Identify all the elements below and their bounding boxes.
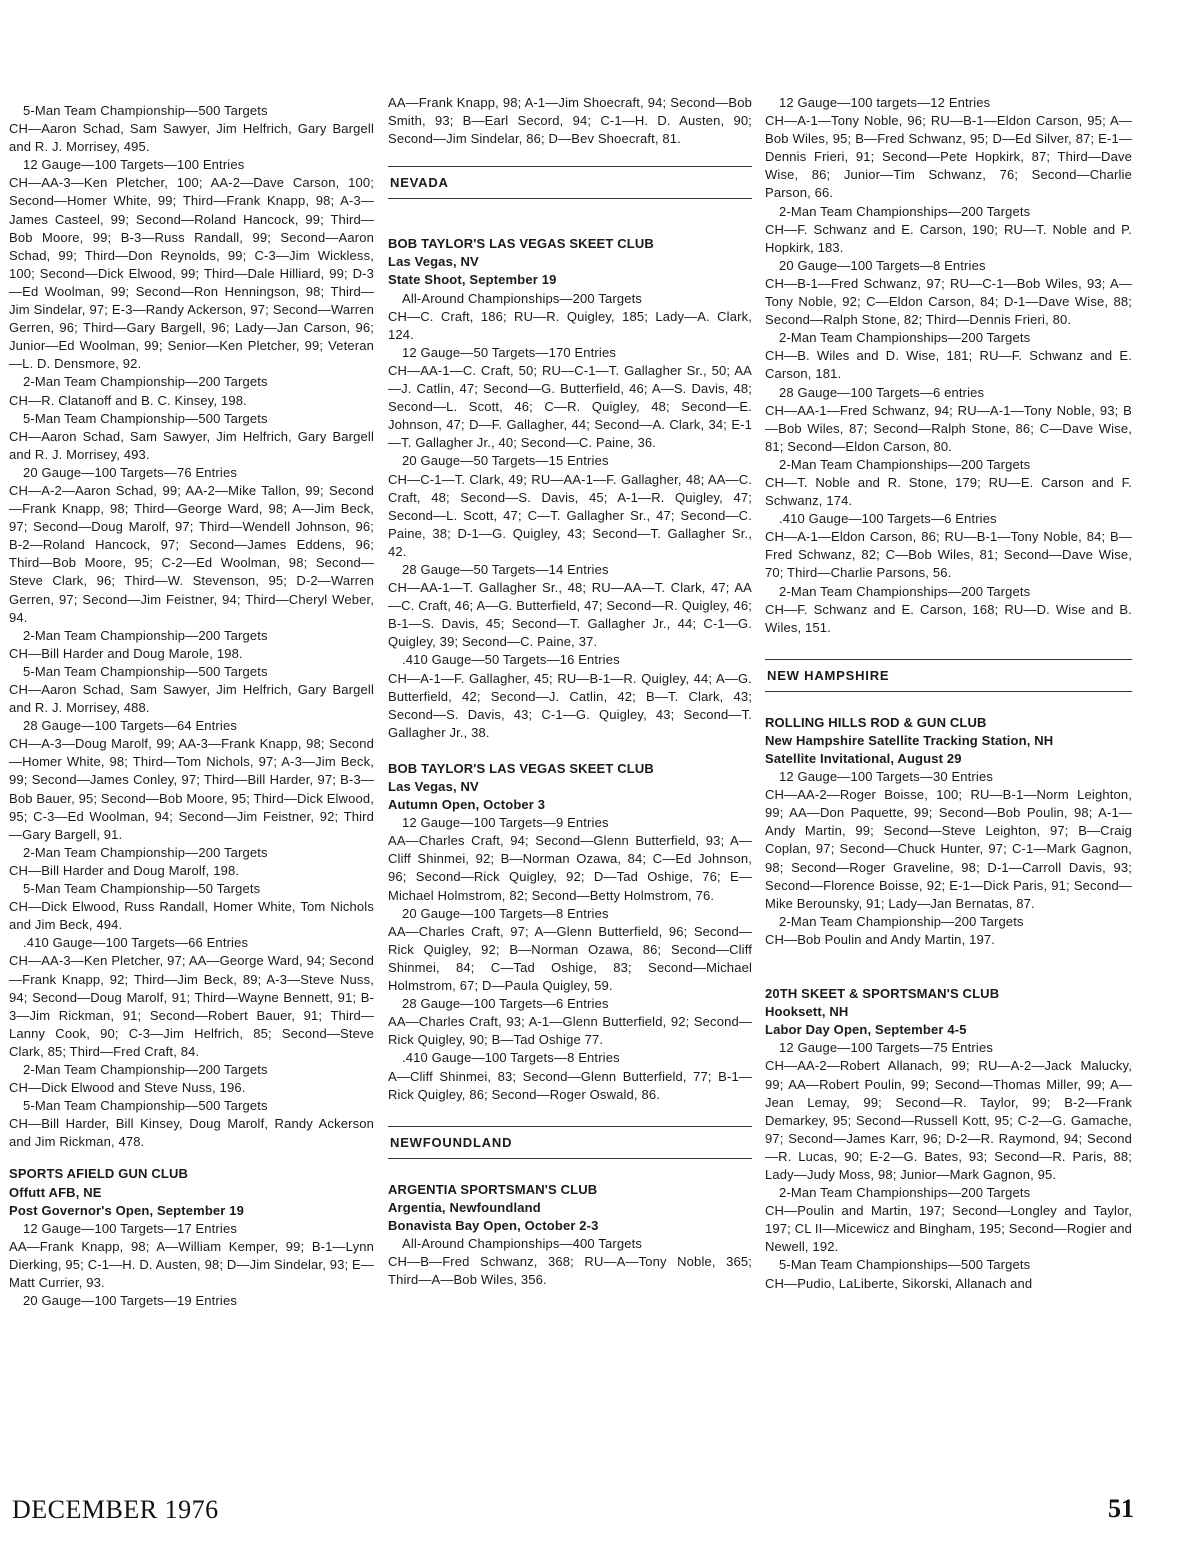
event-title: 28 Gauge—100 Targets—6 Entries: [402, 996, 609, 1012]
state-section-header: NEWFOUNDLAND: [388, 1126, 752, 1159]
event-title: 12 Gauge—100 Targets—100 Entries: [23, 157, 245, 173]
shoot-name: Bonavista Bay Open, October 2-3: [388, 1217, 599, 1233]
event-title: 12 Gauge—100 Targets—30 Entries: [779, 769, 993, 785]
event-results: AA—Frank Knapp, 98; A—William Kemper, 99; B-1—Lynn Dierking, 95; C-1—H. D. Austen, 98; D—Jim Sindelar, 93; E—Matt Currier, 93.: [9, 1238, 374, 1290]
event-title: 2-Man Team Championships—200 Targets: [779, 203, 1031, 219]
club-name: ARGENTIA SPORTSMAN'S CLUB: [388, 1181, 598, 1197]
event-title: 5-Man Team Championships—500 Targets: [779, 1257, 1031, 1273]
column-1: [9, 102, 374, 1480]
club-location: Las Vegas, NV: [388, 779, 479, 794]
event-results: CH—C-1—T. Clark, 49; RU—AA-1—F. Gallagher, 48; AA—C. Craft, 48; Second—S. Davis, 45; A-1—R. Quigley, 47; Second—L. Scott, 47; C—T. Gallagher Sr., 47; Second—C. Paine, 38; D-1—G. Quigley, 43; Second—T. Gallagher Sr., 42.: [388, 471, 752, 559]
event-title: 20 Gauge—50 Targets—15 Entries: [402, 453, 609, 469]
event-title: .410 Gauge—100 Targets—8 Entries: [402, 1050, 620, 1066]
event-title: 5-Man Team Championship—500 Targets: [23, 410, 268, 426]
shoot-name: Autumn Open, October 3: [388, 797, 546, 813]
event-title: 20 Gauge—100 Targets—19 Entries: [23, 1293, 237, 1309]
event-title: 20 Gauge—100 Targets—8 Entries: [402, 905, 609, 921]
event-title: 2-Man Team Championships—200 Targets: [779, 456, 1031, 472]
page-number: 51: [1108, 1494, 1134, 1523]
event-results: CH—Dick Elwood, Russ Randall, Homer White, Tom Nichols and Jim Beck, 494.: [9, 899, 374, 933]
event-results: CH—Bill Harder and Doug Marole, 198.: [9, 645, 243, 661]
state-section-header: NEW HAMPSHIRE: [765, 659, 1132, 692]
event-title: 20 Gauge—100 Targets—76 Entries: [23, 464, 237, 480]
event-title: .410 Gauge—100 Targets—6 Entries: [779, 511, 997, 527]
event-results: CH—F. Schwanz and E. Carson, 190; RU—T. Noble and P. Hopkirk, 183.: [765, 221, 1132, 255]
column-3: [765, 94, 1132, 1486]
event-results: CH—F. Schwanz and E. Carson, 168; RU—D. Wise and B. Wiles, 151.: [765, 601, 1132, 635]
event-results: CH—T. Noble and R. Stone, 179; RU—E. Carson and F. Schwanz, 174.: [765, 474, 1132, 509]
event-title: 2-Man Team Championship—200 Targets: [23, 374, 268, 390]
event-results: CH—Aaron Schad, Sam Sawyer, Jim Helfrich, Gary Bargell and R. J. Morrisey, 495.: [9, 121, 374, 155]
event-results: CH—A-1—Eldon Carson, 86; RU—B-1—Tony Noble, 84; B—Fred Schwanz, 82; C—Bob Wiles, 81; Second—Dave Wise, 70; Third—Charlie Parsons, 56.: [765, 529, 1132, 581]
club-name: BOB TAYLOR'S LAS VEGAS SKEET CLUB: [388, 236, 654, 252]
club-location: Offutt AFB, NE: [9, 1184, 102, 1200]
event-results: CH—R. Clatanoff and B. C. Kinsey, 198.: [9, 392, 247, 408]
event-title: 5-Man Team Championship—50 Targets: [23, 881, 261, 897]
club-location: Argentia, Newfoundland: [388, 1199, 541, 1215]
event-title: 28 Gauge—50 Targets—14 Entries: [402, 561, 609, 577]
event-title: 2-Man Team Championship—200 Targets: [23, 844, 268, 860]
event-title: 2-Man Team Championship—200 Targets: [23, 627, 268, 643]
event-results: CH—AA-1—Fred Schwanz, 94; RU—A-1—Tony Noble, 93; B—Bob Wiles, 87; Second—Ralph Stone, 86; C—Dave Wise, 81; Second—Eldon Carson, 80.: [765, 402, 1132, 454]
event-results: CH—A-3—Doug Marolf, 99; AA-3—Frank Knapp, 98; Second—Homer White, 98; Third—Tom Nichols, 97; A-3—Jim Beck, 99; Second—James Conley, 97; Third—Bill Harder, 97; B-3—Bob Bauer, 95; Second—Bob Moore, 95; Third—Dick Elwood, 95; C-3—Ed Woolman, 94; Second—Jim Feistner, 92; Third—Gary Bargell, 91.: [9, 736, 374, 842]
event-results: CH—AA-3—Ken Pletcher, 100; AA-2—Dave Carson, 100; Second—Homer White, 99; Third—Frank Knapp, 98; A-3—James Casteel, 99; Second—Roland Hancock, 99; Third—Bob Moore, 99; B-3—Russ Randall, 99; Second—Aaron Schad, 99; Third—Don Reynolds, 99; C-3—Jim Wickless, 100; Second—Dick Elwood, 99; Third—Dale Hilliard, 99; D-3—Ed Woolman, 99; Second—Ron Henningson, 98; Third—Jim Sindelar, 97; E-3—Randy Ackerson, 97; Second—Warren Gerren, 96; Third—Gary Bargell, 96; Lady—Jan Carson, 96; Junior—Ed Woolman, 99; Senior—Ken Pletcher, 99; Veteran—L. D. Densmore, 92.: [9, 175, 374, 372]
state-section-header: NEVADA: [388, 166, 752, 199]
event-results: CH—AA-2—Roger Boisse, 100; RU—B-1—Norm Leighton, 99; AA—Don Paquette, 99; Second—Bob Poulin, 98; A-1—Andy Martin, 99; Second—Steve Leighton, 97; B—Craig Coplan, 97; Second—Chuck Hunter, 97; C-1—Mark Gagnon, 98; Second—Roger Graveline, 98; D-1—Carroll Davis, 93; Second—Florence Boisse, 92; E-1—Dick Paris, 91; Second—Mike Berounsky, 91; Lady—Jan Bernatas, 87.: [765, 787, 1132, 911]
event-results: AA—Charles Craft, 94; Second—Glenn Butterfield, 93; A—Cliff Shinmei, 92; B—Norman Ozawa, 84; C—Ed Johnson, 96; Second—Rick Quigley, 92; D—Tad Oshige, 76; E—Michael Holmstrom, 82; Second—Betty Holmstrom, 76.: [388, 833, 752, 903]
event-title: .410 Gauge—50 Targets—16 Entries: [402, 652, 620, 668]
event-results: CH—B-1—Fred Schwanz, 97; RU—C-1—Bob Wiles, 93; A—Tony Noble, 92; C—Eldon Carson, 84; D-1—Dave Wise, 88; Second—Ralph Stone, 82; Third—Dennis Frieri, 80.: [765, 275, 1132, 328]
event-results: AA—Charles Craft, 93; A-1—Glenn Butterfield, 92; Second—Rick Quigley, 90; B—Tad Oshige 77.: [388, 1014, 752, 1048]
event-results: CH—A-1—F. Gallagher, 45; RU—B-1—R. Quigley, 44; A—G. Butterfield, 42; Second—J. Catlin, 42; B—T. Clark, 43; Second—S. Davis, 43; C-1—G. Quigley, 43; Second—T. Gallagher Jr., 38.: [388, 670, 752, 740]
event-title: 20 Gauge—100 Targets—8 Entries: [779, 257, 986, 273]
event-results: CH—Bob Poulin and Andy Martin, 197.: [765, 931, 995, 947]
event-results: CH—A-2—Aaron Schad, 99; AA-2—Mike Tallon, 99; Second—Frank Knapp, 98; Third—George Ward, 98; A—Jim Beck, 97; Second—Doug Marolf, 97; Third—Wendell Johnson, 96; B-2—Roland Hancock, 97; Second—James Eddens, 96; Third—Bob Moore, 95; C-2—Ed Woolman, 98; Second—Steve Clark, 96; Third—W. Stevenson, 95; D-2—Warren Gerren, 97; Second—Jim Feistner, 94; Third—Cheryl Weber, 94.: [9, 482, 374, 625]
shoot-name: Labor Day Open, September 4-5: [765, 1022, 967, 1038]
shoot-name: Satellite Invitational, August 29: [765, 751, 962, 766]
shoot-name: State Shoot, September 19: [388, 272, 557, 288]
event-results: CH—Aaron Schad, Sam Sawyer, Jim Helfrich, Gary Bargell and R. J. Morrisey, 493.: [9, 428, 374, 462]
event-title: All-Around Championships—200 Targets: [402, 290, 643, 306]
event-results: CH—Dick Elwood and Steve Nuss, 196.: [9, 1080, 246, 1096]
event-title: 2-Man Team Championships—200 Targets: [779, 1185, 1031, 1201]
event-title: 12 Gauge—100 targets—12 Entries: [779, 95, 991, 110]
event-title: 2-Man Team Championships—200 Targets: [779, 583, 1031, 599]
club-location: New Hampshire Satellite Tracking Station, NH: [765, 732, 1054, 748]
column-2: [388, 94, 752, 1484]
event-results: CH—B—Fred Schwanz, 368; RU—A—Tony Noble, 365; Third—A—Bob Wiles, 356.: [388, 1254, 752, 1288]
event-title: 2-Man Team Championship—200 Targets: [779, 913, 1024, 929]
event-title: 12 Gauge—100 Targets—17 Entries: [23, 1220, 237, 1236]
shoot-name: Post Governor's Open, September 19: [9, 1202, 245, 1218]
club-name: ROLLING HILLS ROD & GUN CLUB: [765, 714, 987, 730]
event-results: CH—Bill Harder and Doug Marolf, 198.: [9, 862, 240, 878]
event-results: CH—A-1—Tony Noble, 96; RU—B-1—Eldon Carson, 95; A—Bob Wiles, 95; B—Fred Schwanz, 95; D—Ed Silver, 87; E-1—Dennis Frieri, 91; Second—Pete Hopkirk, 87; Third—Dave Wise, 86; Junior—Tim Schwanz, 76; Second—Charlie Parson, 66.: [765, 113, 1132, 201]
event-results: CH—Aaron Schad, Sam Sawyer, Jim Helfrich, Gary Bargell and R. J. Morrisey, 488.: [9, 682, 374, 716]
event-results: CH—AA-1—C. Craft, 50; RU—C-1—T. Gallagher Sr., 50; AA—J. Catlin, 47; Second—G. Butterfield, 46; A—S. Davis, 48; Second—L. Scott, 46; C—R. Quigley, 48; Second—E. Johnson, 47; D—F. Gallagher, 44; Second—A. Clark, 34; E-1—T. Gallagher Jr., 40; Second—C. Paine, 36.: [388, 362, 752, 451]
event-title: 12 Gauge—100 Targets—9 Entries: [402, 815, 609, 831]
event-results: A—Cliff Shinmei, 83; Second—Glenn Butterfield, 77; B-1—Rick Quigley, 86; Second—Roger Oswald, 86.: [388, 1068, 752, 1102]
club-location: Hooksett, NH: [765, 1004, 849, 1020]
event-results: AA—Frank Knapp, 98; A-1—Jim Shoecraft, 94; Second—Bob Smith, 93; B—Earl Secord, 94; C-1—H. D. Austen, 90; Second—Jim Sindelar, 86; D—Bev Shoecraft, 81.: [388, 95, 752, 147]
event-title: 2-Man Team Championships—200 Targets: [779, 330, 1031, 346]
club-name: BOB TAYLOR'S LAS VEGAS SKEET CLUB: [388, 760, 654, 776]
event-results: CH—B. Wiles and D. Wise, 181; RU—F. Schwanz and E. Carson, 181.: [765, 348, 1132, 382]
club-name: SPORTS AFIELD GUN CLUB: [9, 1166, 189, 1182]
event-results: CH—C. Craft, 186; RU—R. Quigley, 185; Lady—A. Clark, 124.: [388, 308, 752, 342]
event-title: 2-Man Team Championship—200 Targets: [23, 1061, 268, 1077]
event-results: CH—AA-1—T. Gallagher Sr., 48; RU—AA—T. Clark, 47; AA—C. Craft, 46; A—G. Butterfield, 47; Second—R. Quigley, 46; B-1—S. Davis, 45; Second—T. Gallagher Jr., 44; C-1—G. Quigley, 39; Second—C. Paine, 37.: [388, 580, 752, 650]
event-title: 5-Man Team Championship—500 Targets: [23, 1098, 268, 1114]
event-title: 28 Gauge—100 Targets—64 Entries: [23, 718, 237, 734]
club-location: Las Vegas, NV: [388, 254, 479, 270]
event-results: CH—Bill Harder, Bill Kinsey, Doug Marolf, Randy Ackerson and Jim Rickman, 478.: [9, 1116, 374, 1150]
event-results: AA—Charles Craft, 97; A—Glenn Butterfield, 96; Second—Rick Quigley, 92; B—Norman Ozawa, 86; Second—Cliff Shinmei, 84; C—Tad Oshige, 83; Second—Michael Holmstrom, 67; D—Paula Quigley, 59.: [388, 923, 752, 994]
event-title: 5-Man Team Championship—500 Targets: [23, 663, 268, 679]
event-title: .410 Gauge—100 Targets—66 Entries: [23, 935, 249, 951]
event-title: 12 Gauge—50 Targets—170 Entries: [402, 344, 616, 360]
event-title: 28 Gauge—100 Targets—6 entries: [779, 384, 985, 400]
club-name: 20TH SKEET & SPORTSMAN'S CLUB: [765, 986, 1000, 1002]
event-title: 12 Gauge—100 Targets—75 Entries: [779, 1040, 993, 1056]
event-results: CH—Poulin and Martin, 197; Second—Longley and Taylor, 197; CL II—Micewicz and Bingham, 195; Second—Rogier and Newell, 192.: [765, 1203, 1132, 1255]
event-results: CH—Pudio, LaLiberte, Sikorski, Allanach and: [765, 1275, 1033, 1291]
event-results: CH—AA-3—Ken Pletcher, 97; AA—George Ward, 94; Second—Frank Knapp, 92; Third—Jim Beck, 89; A-3—Steve Nuss, 94; Second—Doug Marolf, 91; Third—Wayne Bennett, 91; B-3—Jim Rickman, 91; Second—Robert Bauer, 91; Third—Lanny Cook, 90; C-3—Jim Helfrich, 85; Second—Steve Clark, 85; Third—Fred Craft, 84.: [9, 953, 374, 1059]
event-results: CH—AA-2—Robert Allanach, 99; RU—A-2—Jack Malucky, 99; AA—Robert Poulin, 99; Second—Thomas Miller, 99; A—Jean Lemay, 99; Second—R. Taylor, 99; B-2—Frank Demarkey, 95; Second—Russell Kott, 95; C-2—G. Gamache, 97; Second—James Karr, 96; D-2—R. Raymond, 94; Second—R. Lucas, 90; E-2—G. Bates, 93; Second—R. Paris, 88; Lady—Judy Moss, 98; Junior—Mark Gagnon, 95.: [765, 1058, 1132, 1182]
event-title: 5-Man Team Championship—500 Targets: [23, 103, 268, 118]
issue-date-footer: DECEMBER 1976: [12, 1495, 219, 1524]
event-title: All-Around Championships—400 Targets: [402, 1235, 643, 1251]
